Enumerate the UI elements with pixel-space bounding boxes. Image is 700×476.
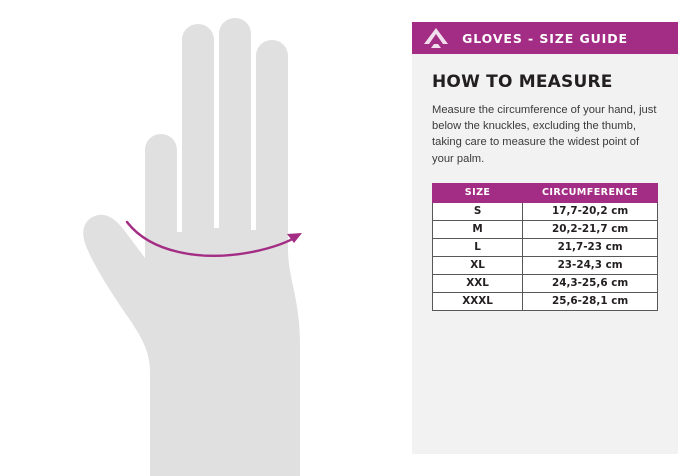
how-to-measure-heading: HOW TO MEASURE xyxy=(432,72,613,92)
cell-circumference: 21,7-23 cm xyxy=(523,238,658,256)
size-guide-card xyxy=(412,22,678,454)
cell-size: S xyxy=(433,202,523,220)
table-row xyxy=(433,292,658,310)
cell-circumference: 17,7-20,2 cm xyxy=(523,202,658,220)
size-table-head xyxy=(433,183,658,202)
brand-a-logo-icon xyxy=(422,24,450,52)
table-row xyxy=(433,220,658,238)
cell-circumference: 25,6-28,1 cm xyxy=(523,292,658,310)
cell-circumference: 23-24,3 cm xyxy=(523,256,658,274)
table-row xyxy=(433,256,658,274)
cell-size: XL xyxy=(433,256,523,274)
cell-circumference: 24,3-25,6 cm xyxy=(523,274,658,292)
card-header xyxy=(412,22,678,54)
cell-size: L xyxy=(433,238,523,256)
size-table-header-row xyxy=(433,183,658,202)
cell-size: M xyxy=(433,220,523,238)
how-to-measure-text: Measure the circumference of your hand, just below the knuckles, excluding the thumb, taking care to measure the widest point of your palm. xyxy=(432,104,657,165)
column-header-size: SIZE xyxy=(433,183,523,202)
cell-circumference: 20,2-21,7 cm xyxy=(523,220,658,238)
table-row xyxy=(433,202,658,220)
card-body xyxy=(412,54,678,311)
table-row xyxy=(433,274,658,292)
cell-size: XXL xyxy=(433,274,523,292)
size-table xyxy=(432,183,658,311)
size-table-body xyxy=(433,202,658,310)
cell-size: XXXL xyxy=(433,292,523,310)
card-title: GLOVES - SIZE GUIDE xyxy=(462,30,628,46)
column-header-circumference: CIRCUMFERENCE xyxy=(523,183,658,202)
table-row xyxy=(433,238,658,256)
